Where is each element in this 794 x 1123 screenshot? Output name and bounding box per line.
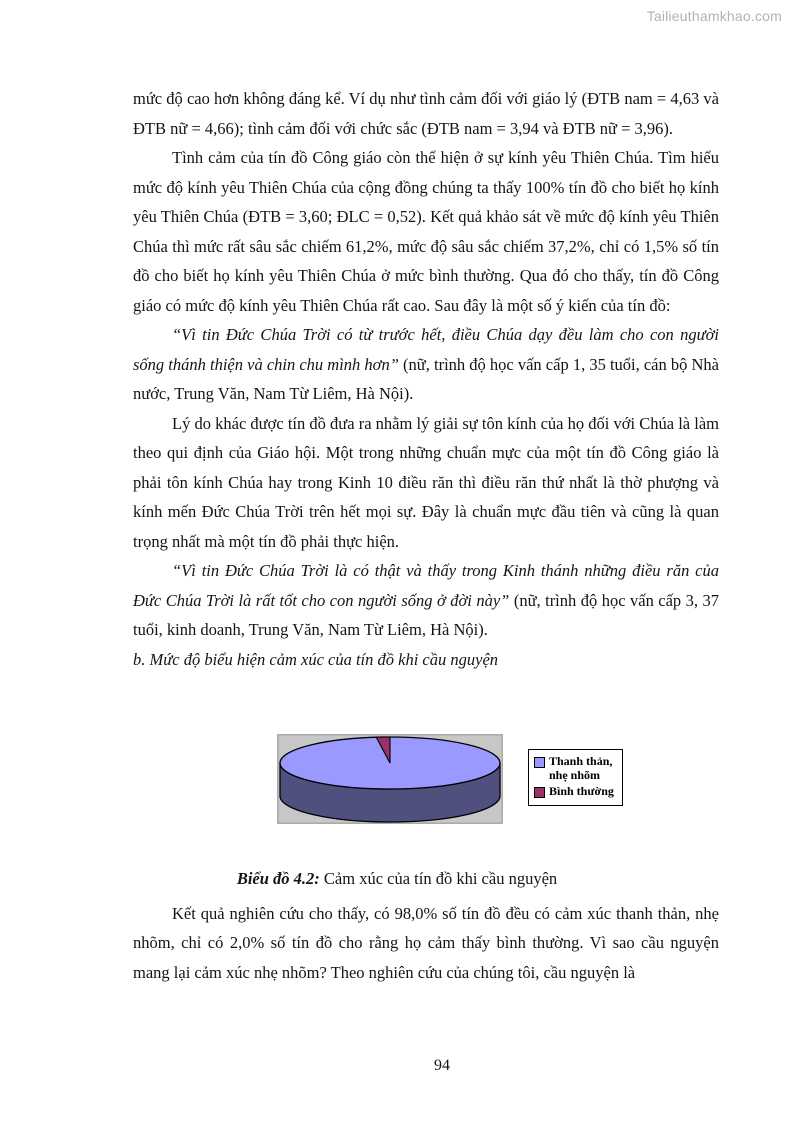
page-body: [133, 84, 719, 987]
pie-chart-canvas: [277, 734, 503, 824]
legend-item: [532, 785, 619, 799]
paragraph-text: Tình cảm của tín đồ Công giáo còn thể hiện ở sự kính yêu Thiên Chúa. Tìm hiểu mức độ kính yêu Thiên Chúa của cộng đồng chúng ta thấy 100% tín đồ cho biết họ kính yêu Thiên Chúa (ĐTB = 3,60; ĐLC = 0,52). Kết quả khảo sát về mức độ kính yêu Thiên Chúa thì mức rất sâu sắc chiếm 61,2%, mức độ sâu sắc chiếm 37,2%, chỉ có 1,5% số tín đồ cho biết họ kính yêu Thiên Chúa ở mức bình thường. Qua đó cho thấy, tín đồ Công giáo có mức độ kính yêu Thiên Chúa rất cao. Sau đây là một số ý kiến của tín đồ:: [133, 148, 719, 315]
paragraph-ket-qua: [133, 899, 719, 988]
chart-caption-text: Cảm xúc của tín đồ khi cầu nguyện: [319, 869, 558, 888]
section-heading: b. Mức độ biểu hiện cảm xúc của tín đồ khi cầu nguyện: [133, 649, 499, 669]
quote-text: “Vì tin Đức Chúa Trời là có thật và thấy trong Kinh thánh những điều răn của Đức Chúa Trời là rất tốt cho con người sống ở đời này”: [133, 561, 719, 610]
chart-caption: [0, 864, 794, 894]
paragraph-quote-2: [133, 556, 719, 645]
paragraph-ly-do: [133, 409, 719, 557]
legend-label: Thanh thản, nhẹ nhõm: [549, 754, 613, 782]
quote-source: (nữ, trình độ học vấn cấp 3, 37 tuổi, kinh doanh, Trung Văn, Nam Từ Liêm, Hà Nội).: [133, 590, 719, 639]
paragraph-text: Kết quả nghiên cứu cho thấy, có 98,0% số tín đồ đều có cảm xúc thanh thản, nhẹ nhõm, chỉ có 2,0% số tín đồ cho rằng họ cảm thấy bình thường. Vì sao cầu nguyện mang lại cảm xúc nhẹ nhõm? Theo nghiên cứu của chúng tôi, cầu nguyện là: [133, 903, 719, 982]
chart-caption-label: Biểu đồ 4.2:: [236, 869, 320, 888]
paragraph-text: Lý do khác được tín đồ đưa ra nhằm lý giải sự tôn kính của họ đối với Chúa là làm theo qui định của Giáo hội. Một trong những chuẩn mực của một tín đồ Công giáo là phải tôn kính Chúa hay trong Kinh 10 điều răn thì điều răn thứ nhất là thờ phượng và kính mến Đức Chúa Trời trên hết mọi sự. Đây là chuẩn mực đầu tiên và cũng là quan trọng nhất mà một tín đồ phải thực hiện.: [133, 413, 719, 551]
quote-source: (nữ, trình độ học vấn cấp 1, 35 tuổi, cán bộ Nhà nước, Trung Văn, Nam Từ Liêm, Hà Nội).: [133, 354, 719, 403]
paragraph-continuation: [133, 84, 719, 143]
site-watermark: Tailieuthamkhao.com: [646, 8, 782, 24]
legend-label: Bình thường: [549, 784, 614, 798]
chart-legend: [528, 749, 623, 806]
paragraph-quote-1: [133, 320, 719, 409]
pie-chart-figure: [133, 734, 719, 824]
page-number: 94: [434, 1057, 450, 1074]
quote-text: “Vì tin Đức Chúa Trời có từ trước hết, điều Chúa dạy đều làm cho con người sống thánh thiện và chin chu mình hơn”: [133, 325, 719, 374]
legend-swatch-binh-thuong: [534, 787, 545, 798]
paragraph-kinh-yeu: [133, 143, 719, 320]
paragraph-text: mức độ cao hơn không đáng kể. Ví dụ như tình cảm đối với giáo lý (ĐTB nam = 4,63 và ĐTB nữ = 4,66); tình cảm đối với chức sắc (ĐTB nam = 3,94 và ĐTB nữ = 3,96).: [133, 89, 719, 138]
legend-swatch-thanh-than: [534, 757, 545, 768]
legend-item: [532, 755, 619, 782]
